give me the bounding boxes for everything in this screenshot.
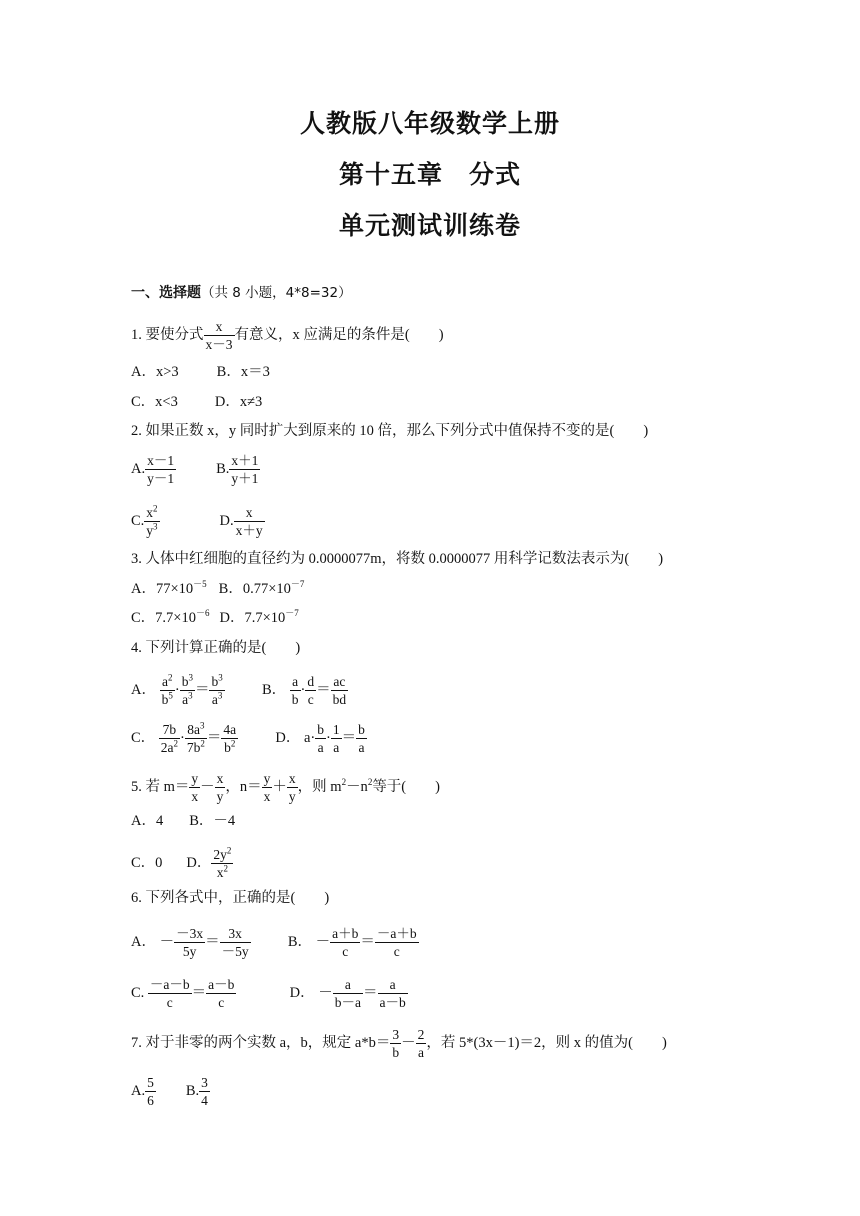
q6-text: 6. 下列各式中，正确的是( ) [131,890,330,906]
q3-option-a [131,581,207,597]
q7-option-b-label: B. [185,1082,200,1099]
base: a [211,692,218,707]
q2-option-b-frac [230,452,259,487]
frac-den: b－a [334,995,362,1010]
frac-den: a [317,740,324,755]
frac-den: a [418,1045,424,1060]
q2-option-a-frac [146,452,175,487]
base: a [182,692,189,707]
q4-option-d-expr [304,722,367,755]
frac [376,925,418,960]
frac [417,1026,426,1061]
q4-text: 4. 下列计算正确的是( ) [131,640,301,656]
frac-den: y [288,789,296,804]
q3-option-d [220,610,299,626]
frac-num: 3 [201,1075,208,1090]
q2-options-row1 [131,452,260,487]
frac [186,721,206,756]
frac-num: ac [331,673,349,691]
frac-den [216,864,229,881]
exponent: 3 [188,690,193,701]
question-1 [131,318,444,353]
q4-options-row1 [131,673,348,708]
q7-text-post: ，若 5*(3x－1)＝2，则 x 的值为( ) [426,1034,667,1051]
q2-option-d-label: D. [219,512,234,529]
q2-option-b-label: B. [216,460,230,477]
frac [357,721,366,756]
q4-option-d-label: D． [275,729,301,746]
frac [216,770,225,805]
frac-num: x＋1 [231,453,259,468]
frac-num: a－b [208,977,235,992]
minus: － [318,984,333,1001]
exponent: 2 [226,845,232,856]
q4-option-c-expr [159,720,242,755]
frac-num: b [317,722,325,737]
q6-option-c-expr [148,977,237,1010]
frac-num [185,721,207,739]
q4-options-row2 [131,721,367,756]
frac-num: d [307,674,315,689]
q5-option-b: B．－4 [189,813,236,829]
q2-option-c-frac [145,504,158,539]
minus: － [315,933,331,950]
frac [175,925,204,960]
frac [332,673,348,708]
question-6 [131,888,329,908]
equals: ＝ [316,681,331,698]
section-header [131,283,352,303]
q5-option-d-frac [212,846,232,881]
frac-num: 4a [223,722,237,737]
q7-option-a-frac [146,1074,155,1109]
q6-option-b-expr [315,926,419,959]
frac-den [211,691,224,708]
frac-num: a [290,673,301,691]
q1-frac-den: x－3 [205,337,233,352]
equals: ＝ [205,933,220,950]
base: x [146,505,154,520]
frac-num [209,673,224,691]
exponent: －7 [285,608,299,619]
title-test: 单元测试训练卷 [338,211,521,240]
frac-num: a＋b [332,926,359,941]
frac-num: y [191,771,199,786]
q1-option-c: C．x<3 [131,394,178,410]
base: y [146,523,154,538]
minus: － [159,933,175,950]
frac-den [223,739,236,756]
frac-num [160,673,175,691]
frac-num: 3x [220,925,251,943]
frac-den: y [216,789,224,804]
frac [332,721,341,756]
frac-den: 4 [201,1093,208,1108]
exponent: 3 [217,690,223,701]
question-7 [131,1026,667,1061]
base: 2y [213,847,227,862]
dot: · [300,681,306,698]
q1-text-post: 有意义，x 应满足的条件是( ) [234,326,444,343]
exponent: －5 [193,579,207,590]
q1-option-b: B．x＝3 [216,364,270,380]
q1-text-pre: 1. 要使分式 [131,326,204,343]
dot: · [326,729,331,746]
q1-option-d: D．x≠3 [214,394,263,410]
frac-den: c [342,944,349,959]
frac [160,721,179,756]
q6-option-c-label: C. [131,984,145,1001]
q5-text-post2: －n [346,778,368,795]
q3-option-b [219,581,305,597]
exponent: 3 [218,672,223,683]
option-text: D．7.7×10 [219,610,286,626]
question-2 [131,421,648,441]
frac-den: －5y [221,944,249,959]
base: b [181,674,189,689]
frac-den: b [392,1045,400,1060]
frac-num [211,846,233,864]
section-info: （共 8 小题，4*8=32） [201,285,352,301]
exponent: 3 [153,521,158,532]
frac-den: bd [332,692,347,707]
q7-options-row1 [131,1074,210,1109]
frac-den: c [307,692,314,707]
frac-num: 5 [147,1075,154,1090]
equals: ＝ [206,729,222,746]
exponent: 2 [200,738,205,749]
option-text: B．0.77×10 [218,581,291,597]
frac-num: 2 [417,1027,425,1042]
base: b [211,674,219,689]
question-5 [131,770,440,805]
frac-den: x [191,789,199,804]
frac-den: a－b [379,995,406,1010]
frac [291,673,300,708]
frac [210,673,223,708]
frac [391,1026,400,1061]
q6-option-a-label: A． [131,933,156,950]
frac-num: －3x [176,926,204,941]
question-4 [131,638,300,658]
q5-text-post3: 等于( ) [372,778,440,795]
exponent: 3 [188,672,193,683]
q1-option-a: A．x>3 [131,364,179,380]
frac-den: 5y [182,944,197,959]
base: a [161,674,168,689]
frac-den: 6 [147,1093,154,1108]
frac-num: b [358,722,365,737]
question-3 [131,549,663,569]
q1-options-row1 [131,362,270,382]
exponent: 2 [341,777,347,787]
equals: ＝ [363,984,378,1001]
dot: · [180,729,185,746]
q3-options-row1 [131,579,304,599]
exponent: －7 [290,579,305,590]
frac-den: c [218,995,225,1010]
frac [181,673,194,708]
frac-num: 1 [332,722,340,737]
frac [288,770,297,805]
frac [316,721,325,756]
frac-den: y－1 [147,471,175,486]
frac [222,721,237,756]
exponent: 5 [168,690,173,701]
frac [331,925,359,960]
frac-num: x [288,771,296,786]
frac-num: x－1 [147,453,175,468]
plus: ＋ [272,778,287,795]
q2-text: 2. 如果正数 x，y 同时扩大到原来的 10 倍，那么下列分式中值保持不变的是( ) [131,423,649,439]
equals: ＝ [194,681,210,698]
frac-den: a [358,740,365,755]
frac-den: c [166,995,173,1010]
q3-options-row2 [131,608,299,628]
equals: ＝ [360,933,375,950]
frac [379,976,407,1011]
base: b [161,692,169,707]
q1-options-row2 [131,392,262,412]
q7-option-a-label: A. [131,1082,146,1099]
frac-den: c [393,944,400,959]
q4-option-b-expr [290,674,348,707]
q5-options-row2 [131,846,233,881]
frac [334,976,362,1011]
frac-den: x＋y [235,523,263,538]
q6-option-d-label: D． [289,984,315,1001]
q4-option-b-label: B． [261,681,287,698]
frac-den [160,739,179,756]
exponent: 2 [223,863,229,874]
frac [263,770,272,805]
frac-den: x [263,789,271,804]
base: 7b [186,740,201,755]
frac-num: y [263,771,271,786]
base: b [224,740,231,755]
frac-den [161,691,174,708]
frac [306,673,315,708]
q3-text: 3. 人体中红细胞的直径约为 0.0000077m，将数 0.0000077 用科学记数法表示为( ) [131,551,664,567]
frac-num: a [333,976,363,994]
option-text: C．7.7×10 [131,610,196,626]
base: 8a [187,722,201,737]
q6-option-d-expr [318,977,408,1010]
exponent: 2 [173,738,179,749]
q5-text-mid: ，n＝ [225,778,262,795]
q2-option-c-label: C. [131,512,145,529]
frac-den: y＋1 [231,471,259,486]
q5-option-c: C．0 [131,854,163,871]
q2-options-row2 [131,504,265,539]
q5-option-d-label: D． [186,854,212,871]
frac-num: －a＋b [376,926,417,941]
frac-num [180,673,195,691]
q6-options-row2 [131,976,408,1011]
frac-num: 3 [392,1027,400,1042]
q4-option-a-expr [160,672,229,707]
frac-den [145,522,158,539]
frac-num: 7b [159,721,180,739]
frac [190,770,199,805]
frac-den [181,691,194,708]
q2-option-a-label: A. [131,460,146,477]
section-label: 一、选择题 [131,285,201,301]
q5-options-row1 [131,811,235,831]
frac [149,976,191,1011]
frac-num: －a－b [149,977,190,992]
exponent: －6 [195,608,210,619]
q7-text-pre: 7. 对于非零的两个实数 a，b，规定 a*b＝ [131,1034,391,1051]
equals: ＝ [191,984,207,1001]
minus: － [401,1034,416,1051]
q1-fraction [205,318,234,353]
q5-text-pre: 5. 若 m＝ [131,778,190,795]
title-chapter: 第十五章 分式 [338,160,521,189]
frac-num: a [378,976,408,994]
q3-option-c [131,610,210,626]
frac [207,976,235,1011]
q4-option-a-label: A． [131,681,156,698]
frac [221,925,250,960]
base: 2a [160,740,174,755]
q7-option-b-frac [200,1074,209,1109]
title-textbook: 人教版八年级数学上册 [299,109,560,138]
frac-num: x [216,771,224,786]
exponent: 2 [230,738,236,749]
frac-num: x [234,504,265,522]
q6-option-b-label: B． [287,933,313,950]
q1-frac-num: x [204,318,235,336]
equals: ＝ [341,729,357,746]
exponent: 2 [153,503,158,514]
q6-options-row1 [131,925,419,960]
prefix: a· [304,729,316,746]
exponent: 2 [167,672,173,683]
option-text: A．77×10 [131,581,194,597]
frac-num [144,504,159,522]
minus: － [200,778,215,795]
q6-option-a-expr [159,926,251,959]
frac-den [186,739,206,756]
q2-option-d-frac [235,504,264,539]
q5-text-post: ，则 m [297,778,342,795]
frac [161,673,174,708]
q5-option-a: A．4 [131,813,164,829]
frac-den: b [291,692,299,707]
base: x [216,865,224,880]
exponent: 2 [367,777,373,787]
frac-den: a [333,740,340,755]
exponent: 3 [200,720,205,731]
dot: · [174,681,180,698]
q4-option-c-label: C． [131,729,156,746]
